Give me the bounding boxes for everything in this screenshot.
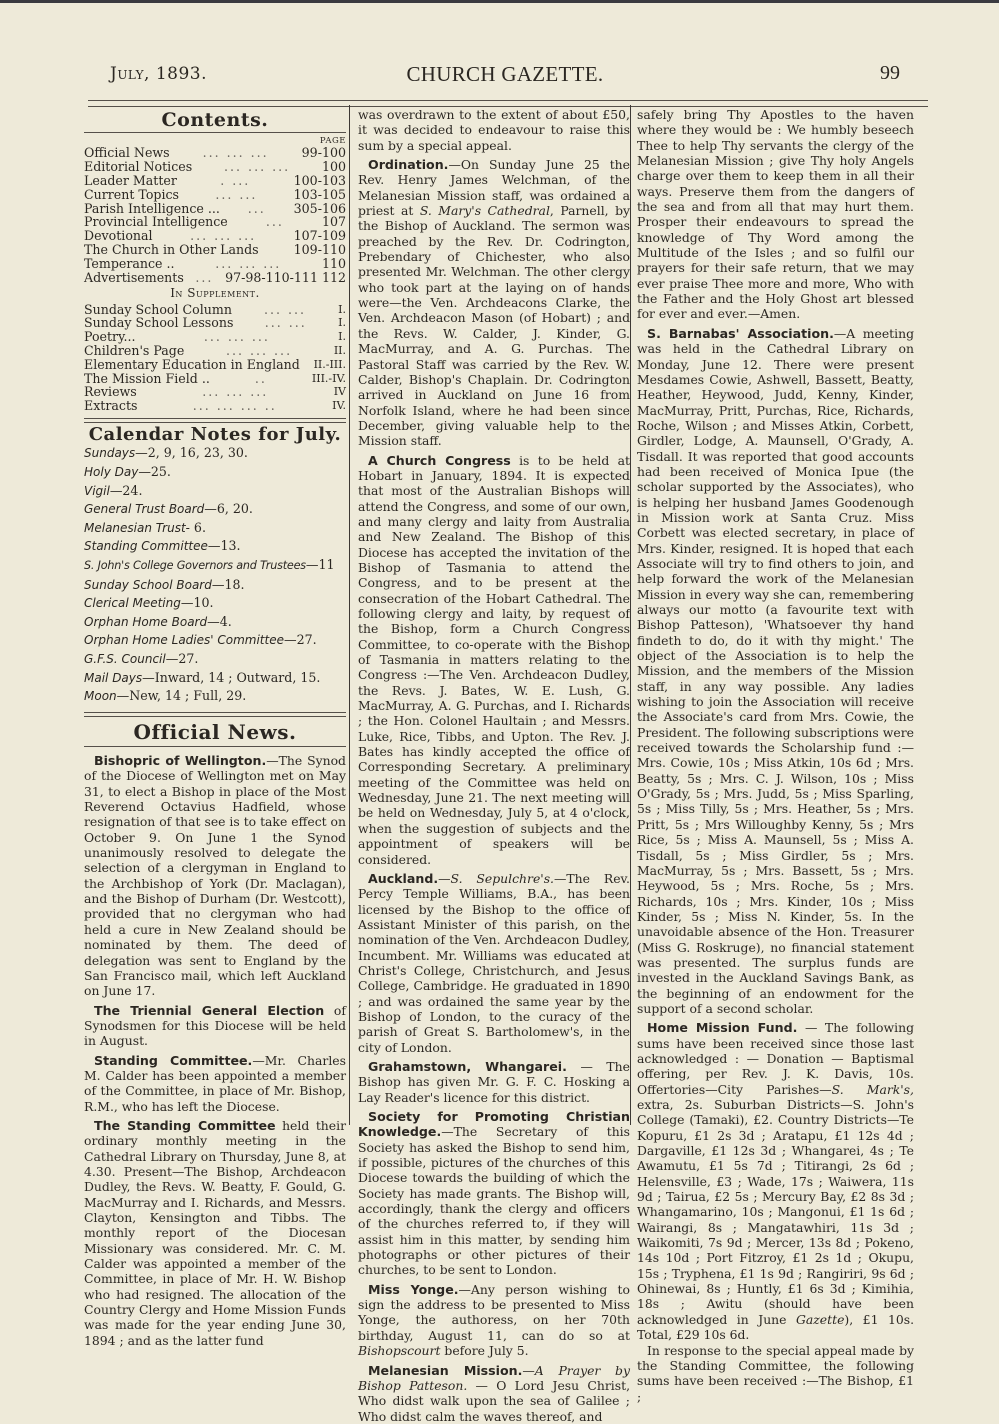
article-melanesian-mission: Melanesian Mission.—A Prayer by Bishop Patteson. — O Lord Jesu Christ, Who didst walk upon the sea of Galilee ; Who didst calm the waves thereof, and — [358, 1362, 631, 1424]
article-auckland: Auckland.—S. Sepulchre's.—The Rev. Percy Temple Williams, B.A., has been licensed by the Bishop to the office of Assistant Minister of this parish, on the nomination of the Ven. Archdeacon Dudley, Incumbent. Mr. Williams was educated at Christ's College, Christchurch, and Jesus College, Cambridge. He graduated in 1890 ; and was ordained the same year by the Bishop of London, to the curacy of the parish of Great S. Bartholomew's, in the city of London. — [358, 870, 630, 1055]
continued-prayer: safely bring Thy Apostles to the haven where they would be : We humbly beseech Thee to help Thy servants the clergy of the Melanesian Mission ; give Thy holy Angels charge over them to keep them in all their ways. Preserve them from the dangers of the sea and from all that may hurt them. Prosper their endeavours to spread the knowledge of Thy Word among the Multitude of the Isles ; and so fulfil our prayers for their safe return, that we may ever praise Thee more and more, Who with the Father and the Holy Ghost art blessed for ever and ever.—Amen. — [637, 107, 914, 322]
official-news-articles — [84, 753, 346, 1348]
calendar-item: Moon—New, 14 ; Full, 29. — [84, 688, 247, 704]
article-bishopric-wellington: Bishopric of Wellington.—The Synod of the Diocese of Wellington met on May 31, to elect a Bishop in place of the Most Reverend Octavius Hadfield, whose resignation of that see is to take effect on October 9. On June 1 the Synod unanimously resolved to delegate the selection of a clergyman in England to the Archbishop of York (Dr. Maclagan), and the Bishop of Durham (Dr. Westcott), provided that no clergyman who had held a cure in New Zealand should be nominated by them. The deed of delegation was sent to England by the San Francisco mail, which left Auckland on June 17. — [84, 753, 346, 999]
calendar-item: Melanesian Trust- 6. — [84, 519, 206, 535]
page-header — [110, 60, 900, 90]
issue-date: July, 1893. — [110, 64, 208, 84]
supplement-item: Reviews ... ... ... IV — [84, 384, 346, 400]
calendar-item: Mail Days—Inward, 14 ; Outward, 15. — [84, 669, 321, 685]
scan-border — [0, 0, 999, 3]
contents-item: Official News ... ... ... 99-100 — [84, 145, 346, 161]
article-triennial-election: The Triennial General Election of Synodsmen for this Diocese will be held in August. — [84, 1002, 346, 1049]
divider — [84, 418, 346, 423]
supplement-item: Sunday School Column ... ... I. — [84, 301, 346, 317]
article-home-mission-fund: Home Mission Fund. — The following sums have been received since those last acknowledged : — Donation — Baptismal offering, per Rev. J. K. Davis, 10s. Offertories—City Parishes—S. Mark's, extra, 2s. Suburban Districts—S. John's College (Tamaki), £2. Country Districts—Te Kopuru, £1 2s 3d ; Aratapu, £1 12s 4d ; Dargaville, £1 12s 3d ; Whangarei, 4s ; Te Awamutu, £1 5s 7d ; Titirangi, 2s 6d ; Helensville, £3 ; Wade, 17s ; Waiwera, 11s 9d ; Tairua, £2 5s ; Mercury Bay, £2 8s 3d ; Whangamarino, 10s ; Mangonui, £1 1s 6d ; Wairangi, 8s ; Mangatawhiri, 11s 3d ; Waikomiti, 7s 9d ; Mercer, 13s 8d ; Pokeno, 14s 10d ; Port Fitzroy, £1 2s 1d ; Okupu, 15s ; Tryphena, £1 1s 9d ; Rangiriri, 9s 6d ; Ohinewai, 8s ; Huntly, £1 6s 3d ; Kimihia, 18s ; Awitu (should have been acknowledged in June Gazette), £1 10s. Total, £29 10s 6d. — [637, 1020, 915, 1343]
supplement-heading: In Supplement. — [170, 286, 260, 301]
contents-list — [84, 146, 346, 284]
calendar-item: G.F.S. Council—27. — [84, 650, 199, 666]
divider — [84, 746, 346, 747]
calendar-item: Holy Day—25. — [84, 463, 171, 479]
official-news-heading: Official News. — [133, 719, 297, 744]
article-s-barnabas-association: S. Barnabas' Association.—A meeting was held in the Cathedral Library on Monday, June 12. There were present Mesdames Cowie, Ashwell, Bassett, Beatty, Heather, Heywood, Judd, Kenny, Kinder, MacMurray, Pritt, Purchas, Rice, Richards, Roche, Wilson ; and Misses Atkin, Corbett, Girdler, Lodge, A. Maunsell, O'Grady, A. Tisdall. It was reported that good accounts had been received of Monica Ipue (the scholar supported by the Associates), who is helping her husband James Goodenough in Mission work at Santa Cruz. Miss Corbett was elected secretary, in place of Mrs. Kinder, resigned. It is hoped that each Associate will try to find others to join, and help forward the work of the Melanesian Mission in every way she can, remembering always our motto (a favourite text with Bishop Patteson), 'Whatsoever thy hand findeth to do, do it with thy might.' The object of the Association is to help the Mission, and the members of the Mission staff, in any way possible. Any ladies wishing to join the Association will receive the Associate's card from Mrs. Cowie, the President. The following subscriptions were received towards the Scholarship fund :—Mrs. Cowie, 10s ; Miss Atkin, 10s 6d ; Mrs. Beatty, 5s ; Mrs. C. J. Wilson, 10s ; Miss O'Grady, 5s ; Mrs. Judd, 5s ; Miss Sparling, 5s ; Miss Tilly, 5s ; Mrs. Heather, 5s ; Mrs. Pritt, 5s ; Mrs Willoughby Kenny, 5s ; Mrs Rice, 5s ; Miss A. Maunsell, 5s ; Miss A. Tisdall, 5s ; Miss Girdler, 5s ; Mrs. MacMurray, 5s ; Mrs. Bassett, 5s ; Mrs. Heywood, 5s ; Mrs. Roche, 5s ; Mrs. Richards, 10s ; Mrs. Kinder, 10s ; Miss Kinder, 5s ; Miss N. Kinder, 5s. In the unavoidable absence of the Hon. Treasurer (Miss G. Roskruge), no financial statement was presented. The surplus funds are invested in the Auckland Savings Bank, as the beginning of an endowment for the support of a second scholar. — [637, 325, 914, 1016]
column-left — [84, 107, 346, 1352]
page-number: 99 — [880, 62, 900, 84]
supplement-list — [84, 303, 346, 413]
contents-item: Editorial Notices ... ... ... 100 — [84, 159, 346, 175]
publication-title: CHURCH GAZETTE. — [406, 62, 604, 86]
calendar-heading: Calendar Notes for July. — [88, 424, 342, 446]
supplement-item: Poetry... ... ... ... I. — [84, 329, 346, 345]
calendar-item: Sundays—2, 9, 16, 23, 30. — [84, 445, 248, 461]
divider — [84, 132, 346, 133]
contents-item: Devotional ... ... ... 107-109 — [84, 228, 346, 244]
article-church-congress: A Church Congress is to be held at Hobart in January, 1894. It is expected that most of the Australian Bishops will attend the Congress, and some of our own, and many clergy and laity from Australia and New Zealand. The Bishop of this Diocese has accepted the invitation of the Bishop of Tasmania to attend the Congress, and to be present at the consecration of the Hobart Cathedral. The following clergy and laity, by request of the Bishop, form a Church Congress Committee, to co-operate with the Bishop of Tasmania in matters relating to the Congress :—The Ven. Archdeacon Dudley, the Revs. J. Bates, W. E. Lush, G. MacMurray, A. G. Purchas, and I. Richards ; the Hon. Colonel Haultain ; and Messrs. Luke, Rice, Tibbs, and Upton. The Rev. J. Bates has kindly accepted the office of Corresponding Secretary. A preliminary meeting of the Committee was held on Wednesday, June 21. The next meeting will be held on Wednesday, July 5, at 4 o'clock, when the suggestion of subjects and the appointment of speakers will be considered. — [358, 452, 631, 867]
column-middle — [349, 105, 631, 1424]
contents-item: Current Topics ... ... 103-105 — [84, 186, 346, 202]
contents-page-label: PAGE — [319, 136, 346, 147]
contents-item: Advertisements ... 97-98-110-111 112 — [84, 269, 346, 285]
supplement-item: Elementary Education in England II.-III. — [84, 356, 346, 372]
calendar-item: Vigil—24. — [84, 482, 143, 498]
supplement-item: Children's Page ... ... ... II. — [84, 343, 346, 359]
article-ordination: Ordination.—On Sunday June 25 the Rev. Henry James Welchman, of the Melanesian Mission staff, was ordained a priest at S. Mary's Cathedral, Parnell, by the Bishop of Auckland. The sermon was preached by the Rev. Dr. Codrington, Prebendary of Chichester, who also presented Mr. Welchman. The other clergy who took part at the laying on of hands were—the Ven. Archdeacons Clarke, the Ven. Archdeacon Mason (of Hobart) ; and the Revs. W. Calder, J. Kinder, G. MacMurray, and A. G. Purchas. The Pastoral Staff was carried by the Rev. W. Calder, Bishop's Chaplain. Dr. Codrington arrived in Auckland on June 16 from Norfolk Island, where he had been since December, giving valuable help to the Mission staff. — [358, 157, 631, 449]
calendar-item: Standing Committee—13. — [84, 538, 241, 554]
article-miss-yonge: Miss Yonge.—Any person wishing to sign the address to be presented to Miss Yonge, the authoress, on her 70th birthday, August 11, can do so at Bishopscourt before July 5. — [358, 1281, 630, 1359]
article-standing-committee-meeting: The Standing Committee held their ordinary monthly meeting in the Cathedral Library on Thursday, June 8, at 4.30. Present—The Bishop, Archdeacon Dudley, the Revs. W. Beatty, F. Gould, G. MacMurray and I. Richards, and Messrs. Clayton, Kensington and Tibbs. The monthly report of the Diocesan Missionary was considered. Mr. C. M. Calder was appointed a member of the Committee, in place of Mr. H. W. Bishop who had resigned. The allocation of the Country Clergy and Home Mission Funds was made for the year ending June 30, 1894 ; and as the latter fund — [84, 1117, 347, 1348]
article-grahamstown-whangarei: Grahamstown, Whangarei. — The Bishop has given Mr. G. F. C. Hosking a Lay Reader's licence for this district. — [358, 1058, 630, 1105]
continued-text: was overdrawn to the extent of about £50, it was decided to endeavour to raise this sum by a special appeal. — [358, 107, 630, 153]
contents-item: Temperance .. ... ... ... 110 — [84, 255, 346, 271]
special-appeal-text: In response to the special appeal made by the Standing Committee, the following sums have been received :—The Bishop, £1 ; — [637, 1342, 914, 1404]
supplement-item: The Mission Field .. .. III.-IV. — [84, 370, 346, 386]
calendar-item: General Trust Board—6, 20. — [84, 501, 253, 517]
article-spck: Society for Promoting Christian Knowledge.—The Secretary of this Society has asked the Bishop to send him, if possible, pictures of the churches of this Diocese towards the building of which the Society has made grants. The Bishop will, accordingly, thank the clergy and officers of the churches referred to, if they will assist him in this matter, by sending him photographs or other pictures of their churches, to be sent to London. — [358, 1109, 630, 1278]
column-right — [630, 105, 915, 1404]
contents-item: Leader Matter . ... 100-103 — [84, 172, 346, 188]
calendar-item: Sunday School Board—18. — [84, 576, 245, 592]
supplement-item: Extracts ... ... ... .. IV. — [84, 398, 346, 414]
article-standing-committee-appointment: Standing Committee.—Mr. Charles M. Calder has been appointed a member of the Committee, in place of Mr. Bishop, R.M., who has left the Diocese. — [84, 1052, 346, 1114]
contents-item: The Church in Other Lands 109-110 — [84, 241, 346, 257]
calendar-item: Orphan Home Board—4. — [84, 613, 232, 629]
contents-item: Parish Intelligence ... ... 305-106 — [84, 200, 346, 216]
calendar-list — [84, 444, 346, 705]
contents-heading: Contents. — [161, 109, 269, 131]
calendar-item: Clerical Meeting—10. — [84, 595, 214, 611]
calendar-item: Orphan Home Ladies' Committee—27. — [84, 632, 317, 648]
calendar-item: S. John's College Governors and Trustees—11 — [84, 556, 335, 572]
supplement-item: Sunday School Lessons ... ... I. — [84, 315, 346, 331]
contents-item: Provincial Intelligence ... 107 — [84, 214, 346, 230]
divider — [84, 712, 346, 717]
